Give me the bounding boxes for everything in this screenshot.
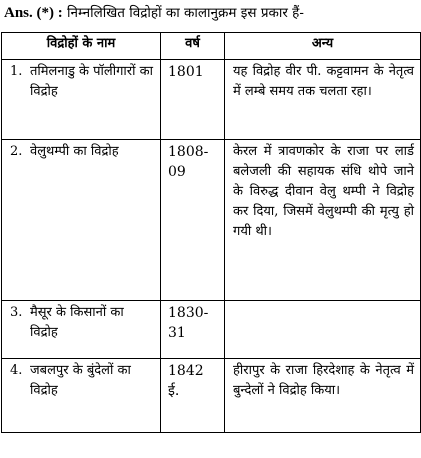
row-number: 2. (10, 144, 23, 159)
revolt-name-cell (2, 60, 161, 140)
header-revolt-name: विद्रोहों के नाम (2, 33, 161, 60)
revolt-name-cell (2, 140, 161, 301)
revolt-name: जबलपुर के बुंदेलों का विद्रोह (30, 363, 131, 398)
row-number: 1. (10, 64, 23, 79)
revolt-name: तमिलनाडु के पॉलीगारों का विद्रोह (30, 64, 153, 99)
row-number: 3. (10, 305, 23, 320)
revolt-year: 1801 (161, 60, 225, 140)
revolt-name: वेलुथम्पी का विद्रोह (30, 144, 119, 159)
header-other: अन्य (225, 33, 421, 60)
table-row (2, 359, 421, 433)
answer-heading (4, 4, 417, 22)
revolt-year: 1842 ई. (161, 359, 225, 433)
revolts-table (1, 32, 421, 433)
answer-intro-text: निम्नलिखित विद्रोहों का कालानुक्रम इस प्रकार हैं- (67, 5, 304, 21)
table-row (2, 301, 421, 359)
revolt-name-cell (2, 301, 161, 359)
revolt-year: 1830-31 (161, 301, 225, 359)
table-row (2, 60, 421, 140)
table-header-row (2, 33, 421, 60)
header-year: वर्ष (161, 33, 225, 60)
revolt-name: मैसूर के किसानों का विद्रोह (30, 305, 124, 340)
revolt-name-cell (2, 359, 161, 433)
table-row (2, 140, 421, 301)
revolt-details: यह विद्रोह वीर पी. कट्टवामन के नेतृत्व में लम्बे समय तक चलता रहा। (225, 60, 421, 140)
revolt-details: केरल में त्रावणकोर के राजा पर लार्ड बलेजली की सहायक संधि थोपे जाने के विरुद्ध दीवान वेलु थम्पी ने विद्रोह कर दिया, जिसमें वेलुथम्पी की मृत्यु हो गयी थी। (225, 140, 421, 301)
revolt-details (225, 301, 421, 359)
answer-label: Ans. (*) : (4, 5, 63, 21)
row-number: 4. (10, 363, 23, 378)
revolt-details: हीरापुर के राजा हिरदेशाह के नेतृत्व में बुन्देलों ने विद्रोह किया। (225, 359, 421, 433)
revolt-year: 1808-09 (161, 140, 225, 301)
